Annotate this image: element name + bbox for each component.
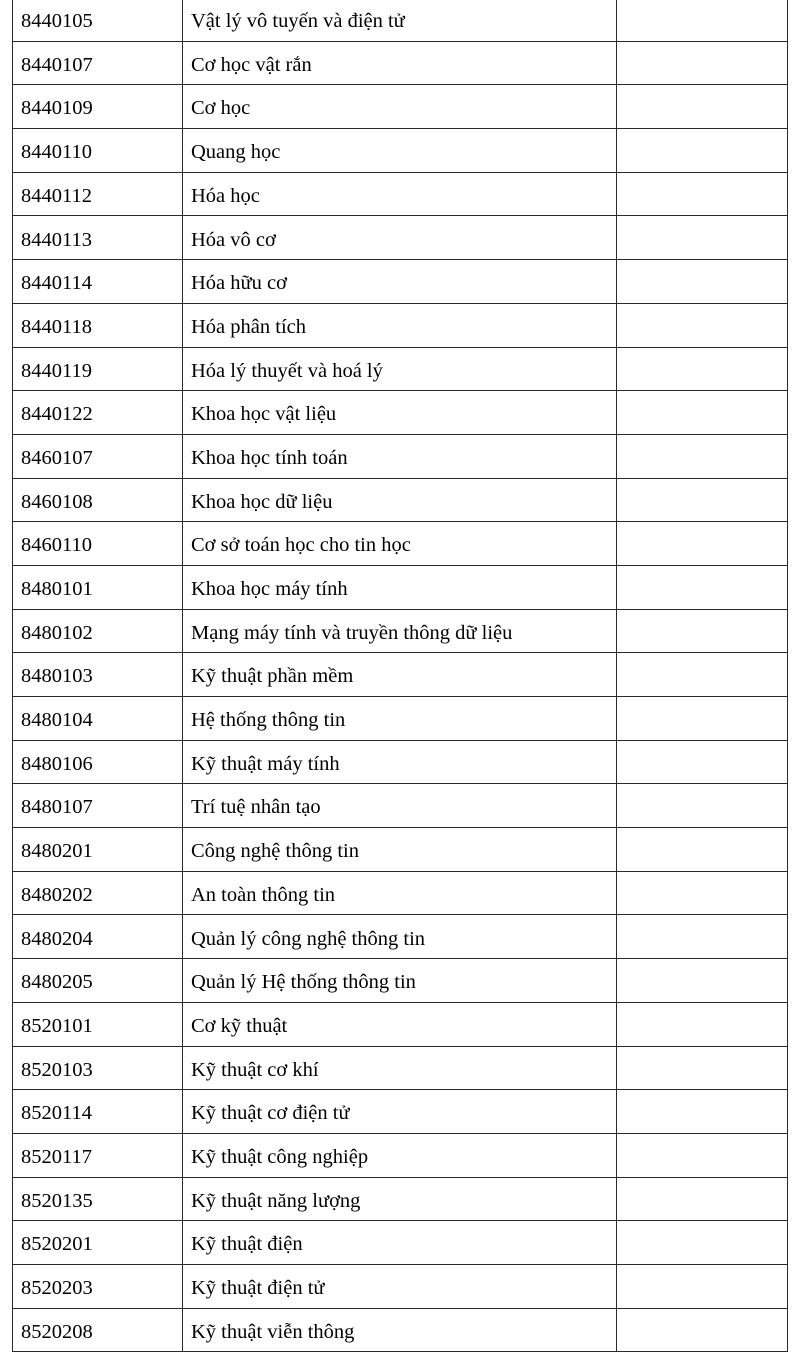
major-name-cell: Kỹ thuật phần mềm bbox=[183, 653, 617, 697]
major-code-cell: 8520117 bbox=[13, 1133, 183, 1177]
note-cell bbox=[617, 653, 788, 697]
table-row bbox=[13, 129, 788, 173]
major-name-cell: Cơ sở toán học cho tin học bbox=[183, 522, 617, 566]
major-name-cell: Kỹ thuật công nghiệp bbox=[183, 1133, 617, 1177]
major-name-cell: Kỹ thuật viễn thông bbox=[183, 1308, 617, 1352]
major-name-cell: Trí tuệ nhân tạo bbox=[183, 784, 617, 828]
table-row bbox=[13, 1002, 788, 1046]
note-cell bbox=[617, 41, 788, 85]
table-row bbox=[13, 478, 788, 522]
major-code-cell: 8480201 bbox=[13, 828, 183, 872]
major-code-cell: 8520201 bbox=[13, 1221, 183, 1265]
table-row bbox=[13, 565, 788, 609]
table-row bbox=[13, 609, 788, 653]
note-cell bbox=[617, 1133, 788, 1177]
major-name-cell: Cơ học bbox=[183, 85, 617, 129]
note-cell bbox=[617, 1264, 788, 1308]
major-name-cell: Kỹ thuật cơ khí bbox=[183, 1046, 617, 1090]
note-cell bbox=[617, 609, 788, 653]
note-cell bbox=[617, 784, 788, 828]
note-cell bbox=[617, 347, 788, 391]
major-name-cell: Quang học bbox=[183, 129, 617, 173]
major-name-cell: An toàn thông tin bbox=[183, 871, 617, 915]
major-code-cell: 8520208 bbox=[13, 1308, 183, 1352]
note-cell bbox=[617, 0, 788, 41]
major-code-cell: 8520101 bbox=[13, 1002, 183, 1046]
major-code-cell: 8440109 bbox=[13, 85, 183, 129]
major-code-cell: 8440119 bbox=[13, 347, 183, 391]
note-cell bbox=[617, 1002, 788, 1046]
table-row bbox=[13, 347, 788, 391]
table-row bbox=[13, 522, 788, 566]
major-code-cell: 8440114 bbox=[13, 260, 183, 304]
major-code-cell: 8520135 bbox=[13, 1177, 183, 1221]
note-cell bbox=[617, 1308, 788, 1352]
note-cell bbox=[617, 959, 788, 1003]
major-name-cell: Hóa vô cơ bbox=[183, 216, 617, 260]
major-code-table bbox=[12, 0, 788, 1352]
note-cell bbox=[617, 871, 788, 915]
table-row bbox=[13, 740, 788, 784]
table-row bbox=[13, 1308, 788, 1352]
major-name-cell: Mạng máy tính và truyền thông dữ liệu bbox=[183, 609, 617, 653]
major-code-cell: 8440110 bbox=[13, 129, 183, 173]
table-row bbox=[13, 828, 788, 872]
major-code-cell: 8460107 bbox=[13, 434, 183, 478]
note-cell bbox=[617, 260, 788, 304]
document-page bbox=[12, 0, 787, 1343]
major-name-cell: Vật lý vô tuyến và điện tử bbox=[183, 0, 617, 41]
major-name-cell: Kỹ thuật năng lượng bbox=[183, 1177, 617, 1221]
major-name-cell: Hóa hữu cơ bbox=[183, 260, 617, 304]
note-cell bbox=[617, 303, 788, 347]
table-body bbox=[13, 0, 788, 1352]
major-name-cell: Kỹ thuật cơ điện tử bbox=[183, 1090, 617, 1134]
note-cell bbox=[617, 434, 788, 478]
table-row bbox=[13, 85, 788, 129]
table-row bbox=[13, 784, 788, 828]
note-cell bbox=[617, 828, 788, 872]
major-name-cell: Cơ kỹ thuật bbox=[183, 1002, 617, 1046]
major-name-cell: Hệ thống thông tin bbox=[183, 697, 617, 741]
major-code-cell: 8440112 bbox=[13, 172, 183, 216]
table-row bbox=[13, 871, 788, 915]
note-cell bbox=[617, 172, 788, 216]
major-name-cell: Hóa phân tích bbox=[183, 303, 617, 347]
major-code-cell: 8480202 bbox=[13, 871, 183, 915]
table-row bbox=[13, 1221, 788, 1265]
table-row bbox=[13, 1133, 788, 1177]
major-code-cell: 8460108 bbox=[13, 478, 183, 522]
major-name-cell: Quản lý Hệ thống thông tin bbox=[183, 959, 617, 1003]
major-code-cell: 8480205 bbox=[13, 959, 183, 1003]
major-name-cell: Kỹ thuật máy tính bbox=[183, 740, 617, 784]
major-code-cell: 8480103 bbox=[13, 653, 183, 697]
major-code-cell: 8480102 bbox=[13, 609, 183, 653]
table-row bbox=[13, 915, 788, 959]
table-row bbox=[13, 0, 788, 41]
note-cell bbox=[617, 1177, 788, 1221]
major-code-cell: 8520103 bbox=[13, 1046, 183, 1090]
table-row bbox=[13, 260, 788, 304]
major-name-cell: Khoa học máy tính bbox=[183, 565, 617, 609]
major-name-cell: Quản lý công nghệ thông tin bbox=[183, 915, 617, 959]
major-code-cell: 8480101 bbox=[13, 565, 183, 609]
major-name-cell: Công nghệ thông tin bbox=[183, 828, 617, 872]
major-code-cell: 8440122 bbox=[13, 391, 183, 435]
table-row bbox=[13, 391, 788, 435]
note-cell bbox=[617, 740, 788, 784]
major-code-cell: 8480106 bbox=[13, 740, 183, 784]
table-row bbox=[13, 434, 788, 478]
major-code-cell: 8480204 bbox=[13, 915, 183, 959]
table-row bbox=[13, 216, 788, 260]
major-code-cell: 8460110 bbox=[13, 522, 183, 566]
table-row bbox=[13, 41, 788, 85]
major-name-cell: Hóa học bbox=[183, 172, 617, 216]
major-name-cell: Kỹ thuật điện tử bbox=[183, 1264, 617, 1308]
major-code-cell: 8440105 bbox=[13, 0, 183, 41]
table-row bbox=[13, 697, 788, 741]
note-cell bbox=[617, 915, 788, 959]
major-code-cell: 8520203 bbox=[13, 1264, 183, 1308]
major-code-cell: 8520114 bbox=[13, 1090, 183, 1134]
table-row bbox=[13, 1177, 788, 1221]
note-cell bbox=[617, 697, 788, 741]
major-code-cell: 8440113 bbox=[13, 216, 183, 260]
major-code-cell: 8440118 bbox=[13, 303, 183, 347]
note-cell bbox=[617, 216, 788, 260]
major-code-cell: 8440107 bbox=[13, 41, 183, 85]
note-cell bbox=[617, 129, 788, 173]
table-row bbox=[13, 653, 788, 697]
table-row bbox=[13, 1046, 788, 1090]
note-cell bbox=[617, 85, 788, 129]
note-cell bbox=[617, 1090, 788, 1134]
note-cell bbox=[617, 522, 788, 566]
major-name-cell: Khoa học vật liệu bbox=[183, 391, 617, 435]
major-name-cell: Khoa học tính toán bbox=[183, 434, 617, 478]
table-row bbox=[13, 959, 788, 1003]
note-cell bbox=[617, 565, 788, 609]
major-code-cell: 8480104 bbox=[13, 697, 183, 741]
note-cell bbox=[617, 1221, 788, 1265]
major-name-cell: Kỹ thuật điện bbox=[183, 1221, 617, 1265]
table-row bbox=[13, 172, 788, 216]
table-row bbox=[13, 303, 788, 347]
note-cell bbox=[617, 1046, 788, 1090]
table-row bbox=[13, 1264, 788, 1308]
major-name-cell: Cơ học vật rắn bbox=[183, 41, 617, 85]
table-row bbox=[13, 1090, 788, 1134]
major-name-cell: Hóa lý thuyết và hoá lý bbox=[183, 347, 617, 391]
note-cell bbox=[617, 478, 788, 522]
note-cell bbox=[617, 391, 788, 435]
major-code-cell: 8480107 bbox=[13, 784, 183, 828]
major-name-cell: Khoa học dữ liệu bbox=[183, 478, 617, 522]
